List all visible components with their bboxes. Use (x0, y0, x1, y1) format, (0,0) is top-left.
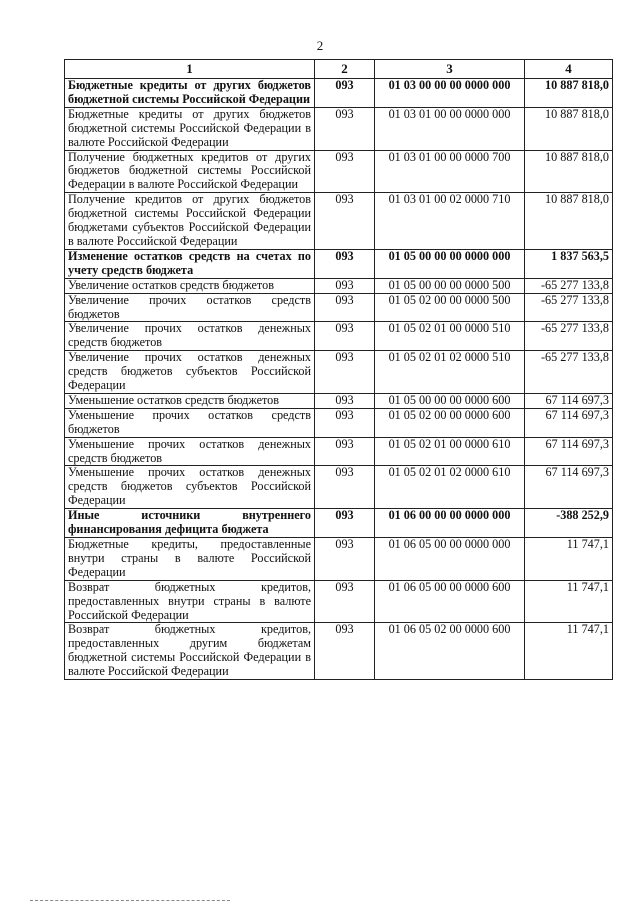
table-row (65, 278, 613, 293)
table-row (65, 351, 613, 394)
row-amount-cell: -388 252,9 (525, 509, 613, 538)
row-code-cell: 093 (315, 351, 375, 394)
row-amount-cell: -65 277 133,8 (525, 293, 613, 322)
table-row (65, 408, 613, 437)
row-name-cell: Увеличение прочих остатков средств бюджетов (65, 293, 315, 322)
row-amount-cell: 10 887 818,0 (525, 107, 613, 150)
row-code-cell: 093 (315, 408, 375, 437)
row-code-cell: 093 (315, 79, 375, 108)
row-name-cell: Получение бюджетных кредитов от других бюджетов бюджетной системы Российской Федерации в валюте Российской Федерации (65, 150, 315, 193)
row-name-cell: Уменьшение остатков средств бюджетов (65, 393, 315, 408)
budget-sources-table (64, 59, 613, 680)
row-amount-cell: 11 747,1 (525, 538, 613, 581)
table-row (65, 538, 613, 581)
row-code-cell: 093 (315, 437, 375, 466)
row-name-cell: Бюджетные кредиты от других бюджетов бюджетной системы Российской Федерации в валюте Российской Федерации (65, 107, 315, 150)
row-name-cell: Возврат бюджетных кредитов, предоставленных другим бюджетам бюджетной системы Российской Федерации в валюте Российской Федерации (65, 623, 315, 680)
row-amount-cell: -65 277 133,8 (525, 278, 613, 293)
row-code-cell: 093 (315, 623, 375, 680)
row-kbk-cell: 01 05 02 01 02 0000 510 (375, 351, 525, 394)
row-name-cell: Иные источники внутреннего финансирования дефицита бюджета (65, 509, 315, 538)
row-kbk-cell: 01 03 01 00 02 0000 710 (375, 193, 525, 250)
row-code-cell: 093 (315, 150, 375, 193)
row-kbk-cell: 01 03 01 00 00 0000 700 (375, 150, 525, 193)
row-name-cell: Уменьшение прочих остатков денежных средств бюджетов (65, 437, 315, 466)
row-code-cell: 093 (315, 322, 375, 351)
table-header (65, 60, 613, 79)
row-amount-cell: -65 277 133,8 (525, 351, 613, 394)
table-row (65, 623, 613, 680)
row-kbk-cell: 01 06 05 00 00 0000 000 (375, 538, 525, 581)
row-name-cell: Увеличение остатков средств бюджетов (65, 278, 315, 293)
row-amount-cell: 11 747,1 (525, 623, 613, 680)
row-amount-cell: 67 114 697,3 (525, 408, 613, 437)
row-kbk-cell: 01 06 05 02 00 0000 600 (375, 623, 525, 680)
table-row (65, 293, 613, 322)
row-amount-cell: 67 114 697,3 (525, 437, 613, 466)
row-code-cell: 093 (315, 249, 375, 278)
page-number: 2 (316, 38, 324, 53)
row-kbk-cell: 01 05 02 00 00 0000 600 (375, 408, 525, 437)
column-header-4: 4 (525, 60, 613, 79)
row-amount-cell: 10 887 818,0 (525, 193, 613, 250)
table-row (65, 79, 613, 108)
row-code-cell: 093 (315, 393, 375, 408)
row-name-cell: Уменьшение прочих остатков средств бюджетов (65, 408, 315, 437)
table-row (65, 509, 613, 538)
row-code-cell: 093 (315, 509, 375, 538)
row-kbk-cell: 01 05 00 00 00 0000 500 (375, 278, 525, 293)
row-name-cell: Получение кредитов от других бюджетов бюджетной системы Российской Федерации бюджетами субъектов Российской Федерации в валюте Российской Федерации (65, 193, 315, 250)
table-row (65, 150, 613, 193)
row-kbk-cell: 01 05 00 00 00 0000 000 (375, 249, 525, 278)
row-name-cell: Изменение остатков средств на счетах по учету средств бюджета (65, 249, 315, 278)
table-row (65, 393, 613, 408)
row-amount-cell: 67 114 697,3 (525, 393, 613, 408)
row-code-cell: 093 (315, 278, 375, 293)
table-row (65, 466, 613, 509)
footer-divider (30, 900, 230, 901)
row-name-cell: Уменьшение прочих остатков денежных средств бюджетов субъектов Российской Федерации (65, 466, 315, 509)
row-code-cell: 093 (315, 107, 375, 150)
row-code-cell: 093 (315, 538, 375, 581)
table-row (65, 437, 613, 466)
row-amount-cell: 67 114 697,3 (525, 466, 613, 509)
row-code-cell: 093 (315, 466, 375, 509)
row-kbk-cell: 01 05 02 01 00 0000 610 (375, 437, 525, 466)
row-code-cell: 093 (315, 293, 375, 322)
column-header-3: 3 (375, 60, 525, 79)
row-kbk-cell: 01 05 02 01 00 0000 510 (375, 322, 525, 351)
column-header-1: 1 (65, 60, 315, 79)
table-row (65, 580, 613, 623)
row-kbk-cell: 01 05 02 01 02 0000 610 (375, 466, 525, 509)
table-row (65, 107, 613, 150)
column-header-2: 2 (315, 60, 375, 79)
table-row (65, 322, 613, 351)
row-kbk-cell: 01 06 00 00 00 0000 000 (375, 509, 525, 538)
row-code-cell: 093 (315, 193, 375, 250)
row-kbk-cell: 01 05 02 00 00 0000 500 (375, 293, 525, 322)
row-amount-cell: 10 887 818,0 (525, 79, 613, 108)
row-kbk-cell: 01 06 05 00 00 0000 600 (375, 580, 525, 623)
table-row (65, 249, 613, 278)
row-amount-cell: 1 837 563,5 (525, 249, 613, 278)
table-body (65, 79, 613, 680)
row-name-cell: Бюджетные кредиты, предоставленные внутри страны в валюте Российской Федерации (65, 538, 315, 581)
row-name-cell: Возврат бюджетных кредитов, предоставленных внутри страны в валюте Российской Федерации (65, 580, 315, 623)
row-amount-cell: 10 887 818,0 (525, 150, 613, 193)
row-kbk-cell: 01 03 00 00 00 0000 000 (375, 79, 525, 108)
row-kbk-cell: 01 03 01 00 00 0000 000 (375, 107, 525, 150)
table-row (65, 193, 613, 250)
row-code-cell: 093 (315, 580, 375, 623)
row-kbk-cell: 01 05 00 00 00 0000 600 (375, 393, 525, 408)
row-name-cell: Увеличение прочих остатков денежных средств бюджетов (65, 322, 315, 351)
row-amount-cell: -65 277 133,8 (525, 322, 613, 351)
row-amount-cell: 11 747,1 (525, 580, 613, 623)
row-name-cell: Бюджетные кредиты от других бюджетов бюджетной системы Российской Федерации (65, 79, 315, 108)
row-name-cell: Увеличение прочих остатков денежных средств бюджетов субъектов Российской Федерации (65, 351, 315, 394)
